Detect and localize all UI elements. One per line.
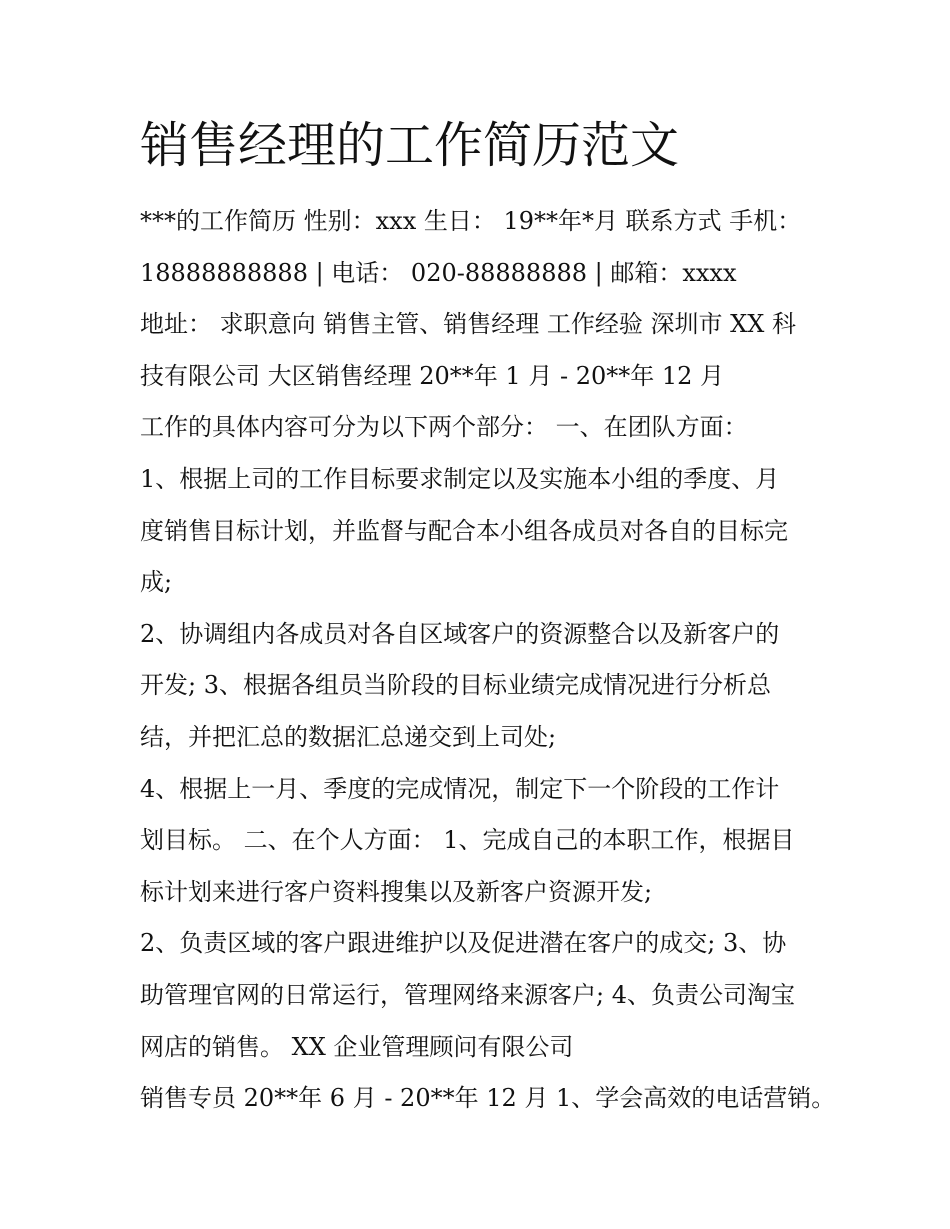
text-line: 1、根据上司的工作目标要求制定以及实施本小组的季度、月 [140,464,780,493]
text-line: 网店的销售。 XX 企业管理顾问有限公司 [140,1032,574,1061]
text-line: 4、根据上一月、季度的完成情况，制定下一个阶段的工作计 [140,774,780,803]
text-line: 18888888888 | 电话： 020-88888888 | 邮箱：xxxx [140,258,737,287]
page-title: 销售经理的工作简历范文 [140,117,680,174]
text-line: 结，并把汇总的数据汇总递交到上司处; [140,722,557,751]
text-line: 开发; 3、根据各组员当阶段的目标业绩完成情况进行分析总 [140,671,771,700]
text-line: 划目标。 二、在个人方面： 1、完成自己的本职工作，根据目 [140,826,795,855]
text-line: 工作的具体内容可分为以下两个部分： 一、在团队方面： [140,413,748,442]
text-line: 销售专员 20**年 6 月 - 20**年 12 月 1、学会高效的电话营销。 [140,1084,836,1113]
text-line: 标计划来进行客户资料搜集以及新客户资源开发; [140,877,653,906]
text-line: 地址： 求职意向 销售主管、销售经理 工作经验 深圳市 XX 科 [140,310,796,339]
text-line: 2、负责区域的客户跟进维护以及促进潜在客户的成交; 3、协 [140,929,787,958]
text-line: 成; [140,568,173,597]
text-line: ***的工作简历 性别：xxx 生日： 19**年*月 联系方式 手机： [140,207,802,235]
text-line: 技有限公司 大区销售经理 20**年 1 月 - 20**年 12 月 [140,361,725,390]
document-body [140,196,836,1125]
text-line: 助管理官网的日常运行，管理网络来源客户; 4、负责公司淘宝 [140,980,795,1009]
text-line: 度销售目标计划，并监督与配合本小组各成员对各自的目标完 [140,516,788,545]
text-line: 2、协调组内各成员对各自区域客户的资源整合以及新客户的 [140,619,780,648]
